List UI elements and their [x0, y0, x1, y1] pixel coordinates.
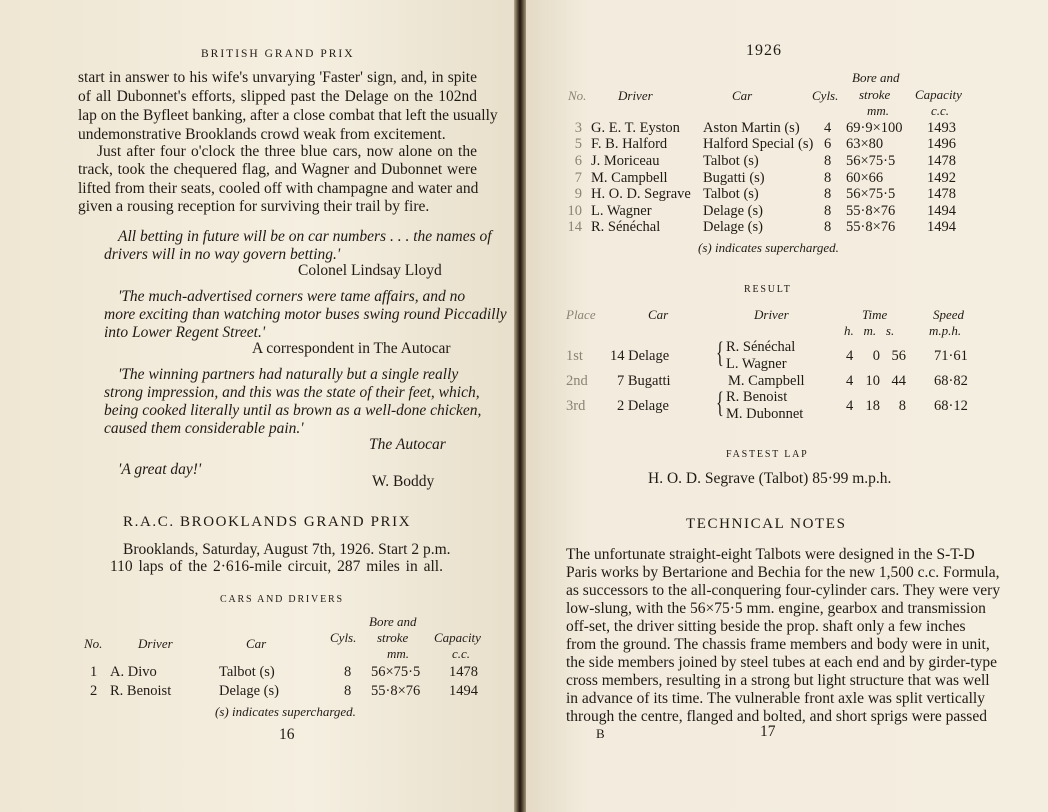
cell-car: Aston Martin (s) [703, 120, 800, 136]
quote-line: 'A great day!' [118, 461, 202, 478]
narrative-line: lap on the Byfleet banking, after a close combat that left the usually [78, 107, 498, 124]
cell-capacity: 1494 [449, 683, 478, 699]
col-time: Time [862, 307, 888, 322]
technical-line: from the ground. The chassis frame members and body were in unit, [566, 636, 990, 653]
cell-car: 2 Delage [617, 398, 669, 414]
col-bore-2: stroke [859, 87, 891, 102]
cell-driver: L. Wagner [726, 356, 787, 372]
narrative-line: Just after four o'clock the three blue cars, now alone on the [97, 143, 477, 160]
narrative-line: undemonstrative Brooklands crowd weak from excitement. [78, 126, 446, 143]
col-mph: m.p.h. [929, 323, 962, 338]
cell-bore: 55·8×76 [846, 219, 896, 235]
result-heading: RESULT [744, 284, 792, 295]
race-info-line: Brooklands, Saturday, August 7th, 1926. Start 2 p.m. [123, 541, 451, 558]
quote-line: caused them considerable pain.' [104, 420, 304, 437]
technical-line: The unfortunate straight-eight Talbots were designed in the S-T-D [566, 546, 975, 563]
supercharged-note: (s) indicates supercharged. [215, 704, 356, 719]
narrative-line: lifted from their seats, cooled off with champagne and water and [78, 180, 479, 197]
col-driver: Driver [138, 636, 173, 651]
quote-line: strong impression, and this was the state of their feet, which, [104, 384, 480, 401]
cell-bore: 56×75·5 [846, 153, 896, 169]
quote-line: drivers will in no way govern betting.' [104, 246, 341, 263]
col-driver: Driver [754, 307, 789, 322]
cell-no: 5 [574, 136, 582, 152]
cell-speed: 68·82 [934, 373, 968, 389]
cell-no: 6 [574, 153, 582, 169]
page-number-right: 17 [760, 723, 776, 740]
quote-attribution: W. Boddy [372, 473, 435, 490]
col-car: Car [648, 307, 669, 322]
cell-car: Bugatti (s) [703, 170, 765, 186]
cell-no: 7 [574, 170, 582, 186]
col-bore-3: mm. [387, 646, 410, 661]
quote-line: into Lower Regent Street.' [104, 324, 266, 341]
cell-driver: R. Benoist [726, 389, 788, 405]
cell-no: 1 [90, 664, 98, 680]
fastest-lap: H. O. D. Segrave (Talbot) 85·99 m.p.h. [648, 470, 892, 487]
cell-driver: L. Wagner [591, 203, 652, 219]
quote-line: 'The winning partners had naturally but a single really [118, 366, 459, 383]
cell-bore: 55·8×76 [371, 683, 421, 699]
cell-minutes: 18 [865, 398, 880, 414]
cell-cyls: 8 [824, 186, 832, 202]
col-place: Place [566, 307, 596, 322]
running-head-left: BRITISH GRAND PRIX [201, 48, 355, 60]
col-cyls: Cyls. [330, 630, 357, 645]
cell-cyls: 8 [344, 664, 352, 680]
quote-line: more exciting than watching motor buses swing round Piccadilly [104, 306, 507, 323]
cell-car: Delage (s) [703, 219, 763, 235]
cell-car: 14 Delage [610, 348, 670, 364]
cell-car: 7 Bugatti [617, 373, 671, 389]
cell-minutes: 0 [872, 348, 880, 364]
technical-line: off-set, the driver sitting beside the prop. shaft only a few inches [566, 618, 966, 635]
cell-driver: R. Sénéchal [591, 219, 661, 235]
page-number-left: 16 [279, 726, 295, 743]
col-driver: Driver [618, 88, 653, 103]
cell-driver: M. Dubonnet [726, 406, 804, 422]
cell-place: 3rd [566, 398, 586, 414]
technical-line: Paris works by Bertarione and Bechia for the new 1,500 c.c. Formula, [566, 564, 1000, 581]
cell-driver: R. Benoist [110, 683, 172, 699]
cell-no: 10 [567, 203, 582, 219]
narrative-line: given a rousing reception for surviving their trail by fire. [78, 198, 430, 215]
race-title: R.A.C. BROOKLANDS GRAND PRIX [123, 514, 412, 530]
quote-attribution: A correspondent in The Autocar [252, 340, 451, 357]
cell-capacity: 1496 [927, 136, 956, 152]
quote-attribution: The Autocar [369, 436, 446, 453]
cell-seconds: 8 [898, 398, 906, 414]
left-page [0, 0, 514, 812]
col-capacity-2: c.c. [452, 646, 471, 661]
cell-car: Delage (s) [703, 203, 763, 219]
cell-no: 14 [567, 219, 582, 235]
col-capacity-1: Capacity [434, 630, 481, 645]
cell-place: 2nd [566, 373, 588, 389]
cell-bore: 63×80 [846, 136, 884, 152]
col-no: No. [568, 88, 587, 103]
cell-driver: G. E. T. Eyston [591, 120, 680, 136]
technical-line: through the centre, flanged and bolted, and short sprigs were passed [566, 708, 987, 725]
technical-line: low-slung, with the 56×75·5 mm. engine, gearbox and transmission [566, 600, 986, 617]
cell-car: Talbot (s) [219, 664, 275, 680]
cell-cyls: 8 [824, 219, 832, 235]
cell-bore: 60×66 [846, 170, 884, 186]
col-bore-1: Bore and [852, 70, 900, 85]
cell-capacity: 1478 [449, 664, 478, 680]
cell-bore: 56×75·5 [846, 186, 896, 202]
quote-line: 'The much-advertised corners were tame affairs, and no [118, 288, 466, 305]
narrative-line: of all Dubonnet's efforts, slipped past the Delage on the 102nd [78, 88, 477, 105]
cell-hours: 4 [846, 398, 854, 414]
cell-cyls: 8 [824, 170, 832, 186]
cell-no: 9 [574, 186, 582, 202]
cell-capacity: 1478 [927, 153, 956, 169]
col-hms: h. m. s. [844, 323, 895, 338]
fastest-lap-heading: FASTEST LAP [726, 449, 809, 460]
cell-capacity: 1494 [927, 219, 956, 235]
col-speed: Speed [933, 307, 965, 322]
cell-driver: A. Divo [110, 664, 157, 680]
cell-place: 1st [566, 348, 583, 364]
col-capacity-1: Capacity [915, 87, 962, 102]
cell-driver: F. B. Halford [591, 136, 668, 152]
quote-line: All betting in future will be on car numbers . . . the names of [118, 228, 492, 245]
col-bore-1: Bore and [369, 614, 417, 629]
cell-car: Delage (s) [219, 683, 279, 699]
cell-minutes: 10 [865, 373, 880, 389]
cell-no: 2 [90, 683, 98, 699]
race-info-line: 110 laps of the 2·616-mile circuit, 287 miles in all. [110, 558, 443, 575]
cell-cyls: 6 [824, 136, 832, 152]
cell-car: Halford Special (s) [703, 136, 814, 152]
cell-seconds: 56 [891, 348, 906, 364]
cell-seconds: 44 [891, 373, 906, 389]
running-head-right: 1926 [746, 42, 782, 59]
cell-driver: R. Sénéchal [726, 339, 796, 355]
cell-driver: H. O. D. Segrave [591, 186, 691, 202]
technical-heading: TECHNICAL NOTES [686, 516, 847, 532]
col-no: No. [84, 636, 103, 651]
book-gutter [514, 0, 526, 812]
cars-heading: CARS AND DRIVERS [220, 594, 344, 605]
cell-hours: 4 [846, 348, 854, 364]
technical-line: in advance of its time. The vulnerable front axle was split vertically [566, 690, 985, 707]
cell-no: 3 [574, 120, 582, 136]
cell-cyls: 8 [824, 203, 832, 219]
cell-driver: M. Campbell [591, 170, 668, 186]
quote-attribution: Colonel Lindsay Lloyd [298, 262, 442, 279]
cell-bore: 56×75·5 [371, 664, 421, 680]
col-cyls: Cyls. [812, 88, 839, 103]
col-car: Car [732, 88, 753, 103]
supercharged-note: (s) indicates supercharged. [698, 240, 839, 255]
narrative-line: track, took the chequered flag, and Wagner and Dubonnet were [78, 161, 477, 178]
quote-line: being cooked literally until as brown as a well-done chicken, [104, 402, 482, 419]
cell-driver: J. Moriceau [591, 153, 660, 169]
cell-bore: 55·8×76 [846, 203, 896, 219]
technical-line: as successors to the all-conquering four-cylinder cars. They were very [566, 582, 1001, 599]
narrative-line: start in answer to his wife's unvarying 'Faster' sign, and, in spite [78, 69, 477, 86]
col-bore-2: stroke [377, 630, 409, 645]
cell-car: Talbot (s) [703, 186, 759, 202]
right-page [526, 0, 1048, 812]
brace-symbol: { [716, 386, 724, 419]
cell-speed: 71·61 [934, 348, 968, 364]
col-capacity-2: c.c. [931, 103, 950, 118]
cell-bore: 69·9×100 [846, 120, 903, 136]
cell-cyls: 8 [344, 683, 352, 699]
technical-line: cross members, resulting in a strong but light structure that was well [566, 672, 990, 689]
cell-speed: 68·12 [934, 398, 968, 414]
cell-capacity: 1494 [927, 203, 956, 219]
cell-cyls: 4 [824, 120, 832, 136]
cell-cyls: 8 [824, 153, 832, 169]
signature-mark: B [596, 726, 605, 741]
cell-capacity: 1493 [927, 120, 956, 136]
cell-car: Talbot (s) [703, 153, 759, 169]
cell-capacity: 1492 [927, 170, 956, 186]
cell-driver: M. Campbell [728, 373, 805, 389]
col-bore-3: mm. [867, 103, 890, 118]
technical-line: the side members joined by steel tubes at each end and by girder-type [566, 654, 997, 671]
brace-symbol: { [716, 336, 724, 369]
cell-capacity: 1478 [927, 186, 956, 202]
col-car: Car [246, 636, 267, 651]
cell-hours: 4 [846, 373, 854, 389]
